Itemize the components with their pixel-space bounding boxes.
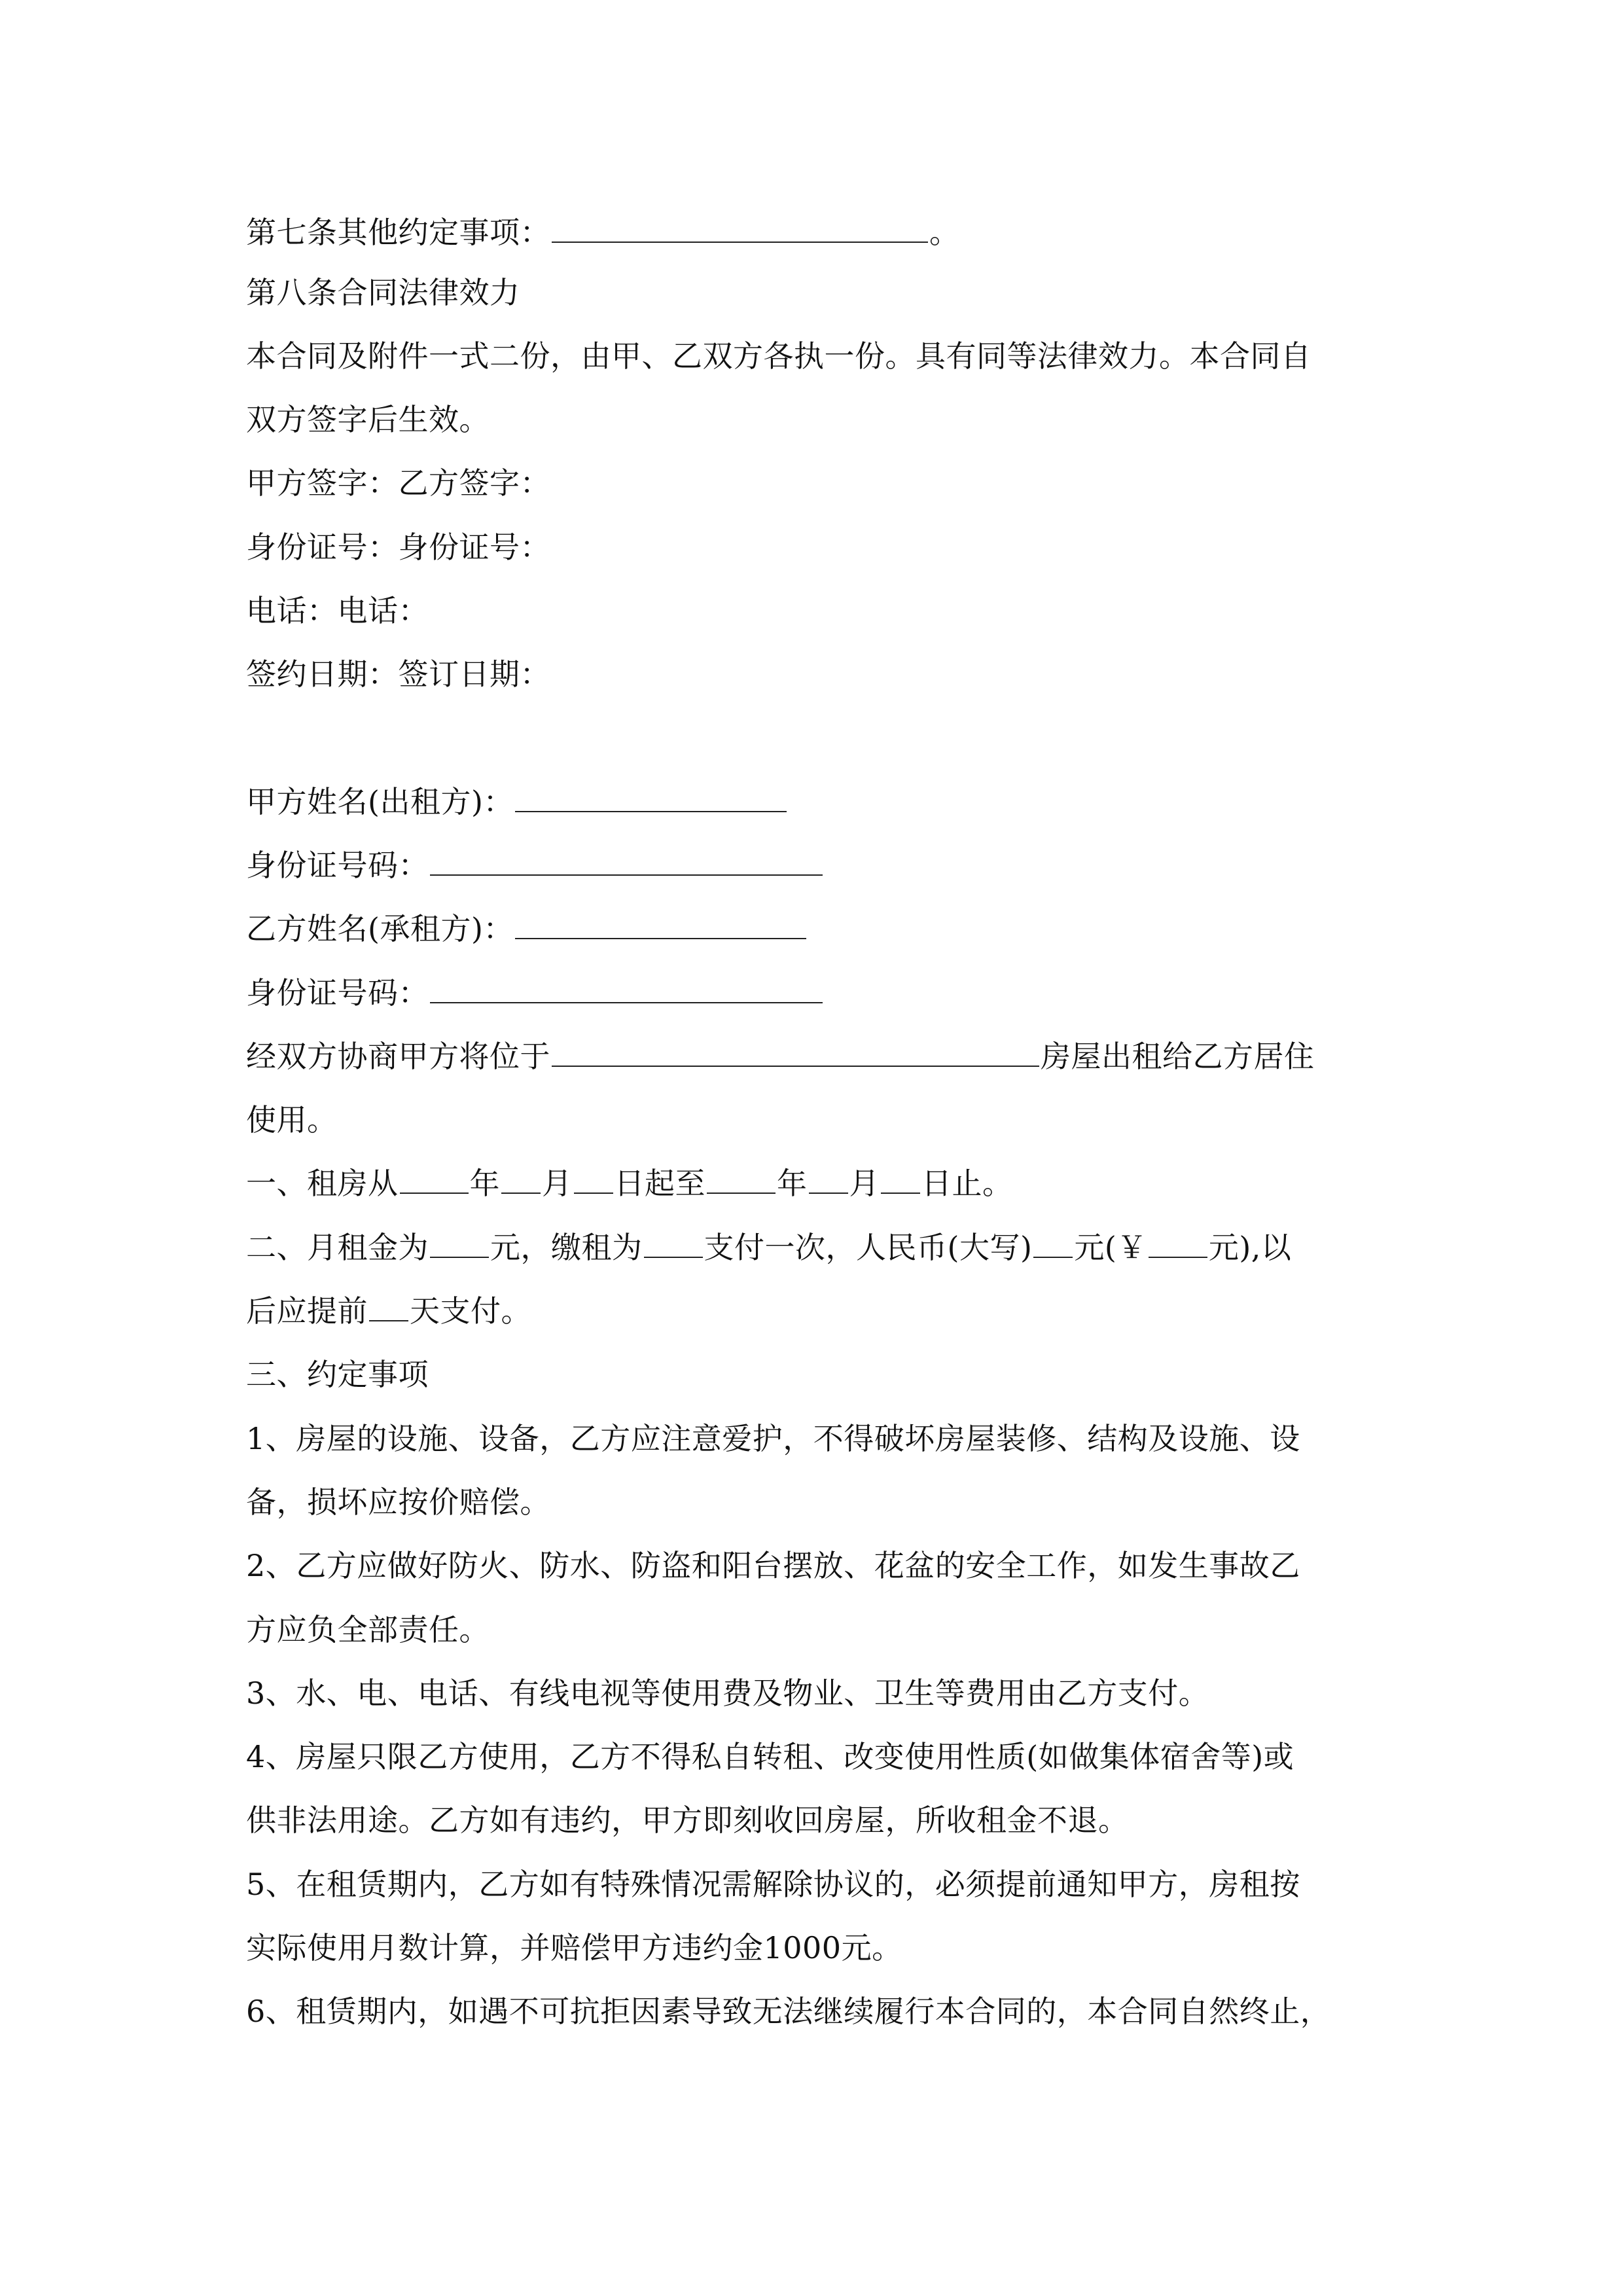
agreement-item: 5、在租赁期内，乙方如有特殊情况需解除协议的，必须提前通知甲方，房租按 [246, 1867, 1300, 1902]
tenant-id-field[interactable] [430, 973, 823, 1003]
rent-c: 支付一次，人民币(大写) [704, 1230, 1033, 1265]
landlord-name-label: 甲方姓名(出租方)： [246, 784, 514, 819]
clause8-text2: 双方签字后生效。 [246, 402, 490, 437]
tenant-id-line [246, 973, 824, 1013]
rent-amount-field[interactable] [1149, 1228, 1207, 1258]
tenant-name-field[interactable] [515, 909, 806, 939]
intro-cont: 使用。 [246, 1102, 338, 1138]
id-number-line: 身份证号：身份证号： [246, 529, 550, 565]
monthly-rent-field[interactable] [430, 1228, 489, 1258]
tenant-name-line [246, 909, 808, 948]
clause7-blank[interactable] [552, 213, 928, 243]
sign-date-line: 签约日期：签订日期： [246, 656, 550, 692]
clause7-end: 。 [929, 215, 960, 250]
rent-d: 元(￥ [1074, 1230, 1147, 1265]
tenant-name-label: 乙方姓名(承租方)： [246, 911, 514, 946]
rent-line2 [246, 1291, 531, 1331]
agreement-item: 4、房屋只限乙方使用，乙方不得私自转租、改变使用性质(如做集体宿舍等)或 [246, 1739, 1294, 1774]
clause7-label: 第七条其他约定事项： [246, 215, 550, 250]
start-day-field[interactable] [574, 1164, 613, 1194]
term-d: 日起至 [614, 1166, 705, 1201]
signature-line: 甲方签字：乙方签字： [246, 465, 550, 501]
term-f: 月 [849, 1166, 880, 1201]
term-c: 月 [542, 1166, 573, 1201]
agreement-item: 实际使用月数计算，并赔偿甲方违约金1000元。 [246, 1930, 902, 1965]
rent-g: 天支付。 [410, 1293, 531, 1329]
landlord-id-line [246, 846, 824, 885]
term-g: 日止。 [921, 1166, 1013, 1201]
agreement-item: 3、水、电、电话、有线电视等使用费及物业、卫生等费用由乙方支付。 [246, 1676, 1209, 1711]
term-e: 年 [777, 1166, 808, 1201]
tenant-id-label: 身份证号码： [246, 975, 429, 1011]
start-month-field[interactable] [501, 1164, 541, 1194]
rent-uppercase-field[interactable] [1033, 1228, 1073, 1258]
start-year-field[interactable] [400, 1164, 469, 1194]
agreement-item: 备，损坏应按价赔偿。 [246, 1484, 550, 1520]
property-address-field[interactable] [552, 1037, 1039, 1067]
landlord-id-field[interactable] [430, 846, 823, 876]
phone-line: 电话：电话： [246, 593, 429, 628]
rent-f: 后应提前 [246, 1293, 368, 1329]
intro-prefix: 经双方协商甲方将位于 [246, 1039, 550, 1074]
landlord-name-line [246, 782, 788, 821]
agreement-item: 6、租赁期内，如遇不可抗拒因素导致无法继续履行本合同的，本合同自然终止， [246, 1994, 1331, 2029]
agreement-item: 供非法用途。乙方如有违约，甲方即刻收回房屋，所收租金不退。 [246, 1803, 1129, 1838]
agreement-item: 2、乙方应做好防火、防水、防盗和阳台摆放、花盆的安全工作，如发生事故乙 [246, 1548, 1300, 1583]
rent-a: 二、月租金为 [246, 1230, 429, 1265]
term-b: 年 [469, 1166, 500, 1201]
agreement-item: 1、房屋的设施、设备，乙方应注意爱护，不得破坏房屋装修、结构及设施、设 [246, 1421, 1300, 1456]
agreements-title: 三、约定事项 [246, 1357, 429, 1392]
landlord-name-field[interactable] [515, 782, 787, 812]
clause8-text1: 本合同及附件一式二份，由甲、乙双方各执一份。具有同等法律效力。本合同自 [246, 338, 1311, 374]
end-year-field[interactable] [707, 1164, 776, 1194]
agreement-item: 方应负全部责任。 [246, 1612, 490, 1647]
rent-b: 元，缴租为 [490, 1230, 643, 1265]
rent-e: 元),以 [1208, 1230, 1292, 1265]
rent-line [246, 1228, 1291, 1267]
term-line [246, 1164, 1013, 1203]
clause7-line [246, 213, 960, 252]
intro-line [246, 1037, 1315, 1076]
end-day-field[interactable] [881, 1164, 920, 1194]
payment-period-field[interactable] [644, 1228, 703, 1258]
end-month-field[interactable] [809, 1164, 848, 1194]
landlord-id-label: 身份证号码： [246, 848, 429, 883]
advance-days-field[interactable] [369, 1291, 408, 1321]
clause8-title: 第八条合同法律效力 [246, 275, 520, 310]
term-a: 一、租房从 [246, 1166, 399, 1201]
intro-suffix: 房屋出租给乙方居住 [1041, 1039, 1315, 1074]
